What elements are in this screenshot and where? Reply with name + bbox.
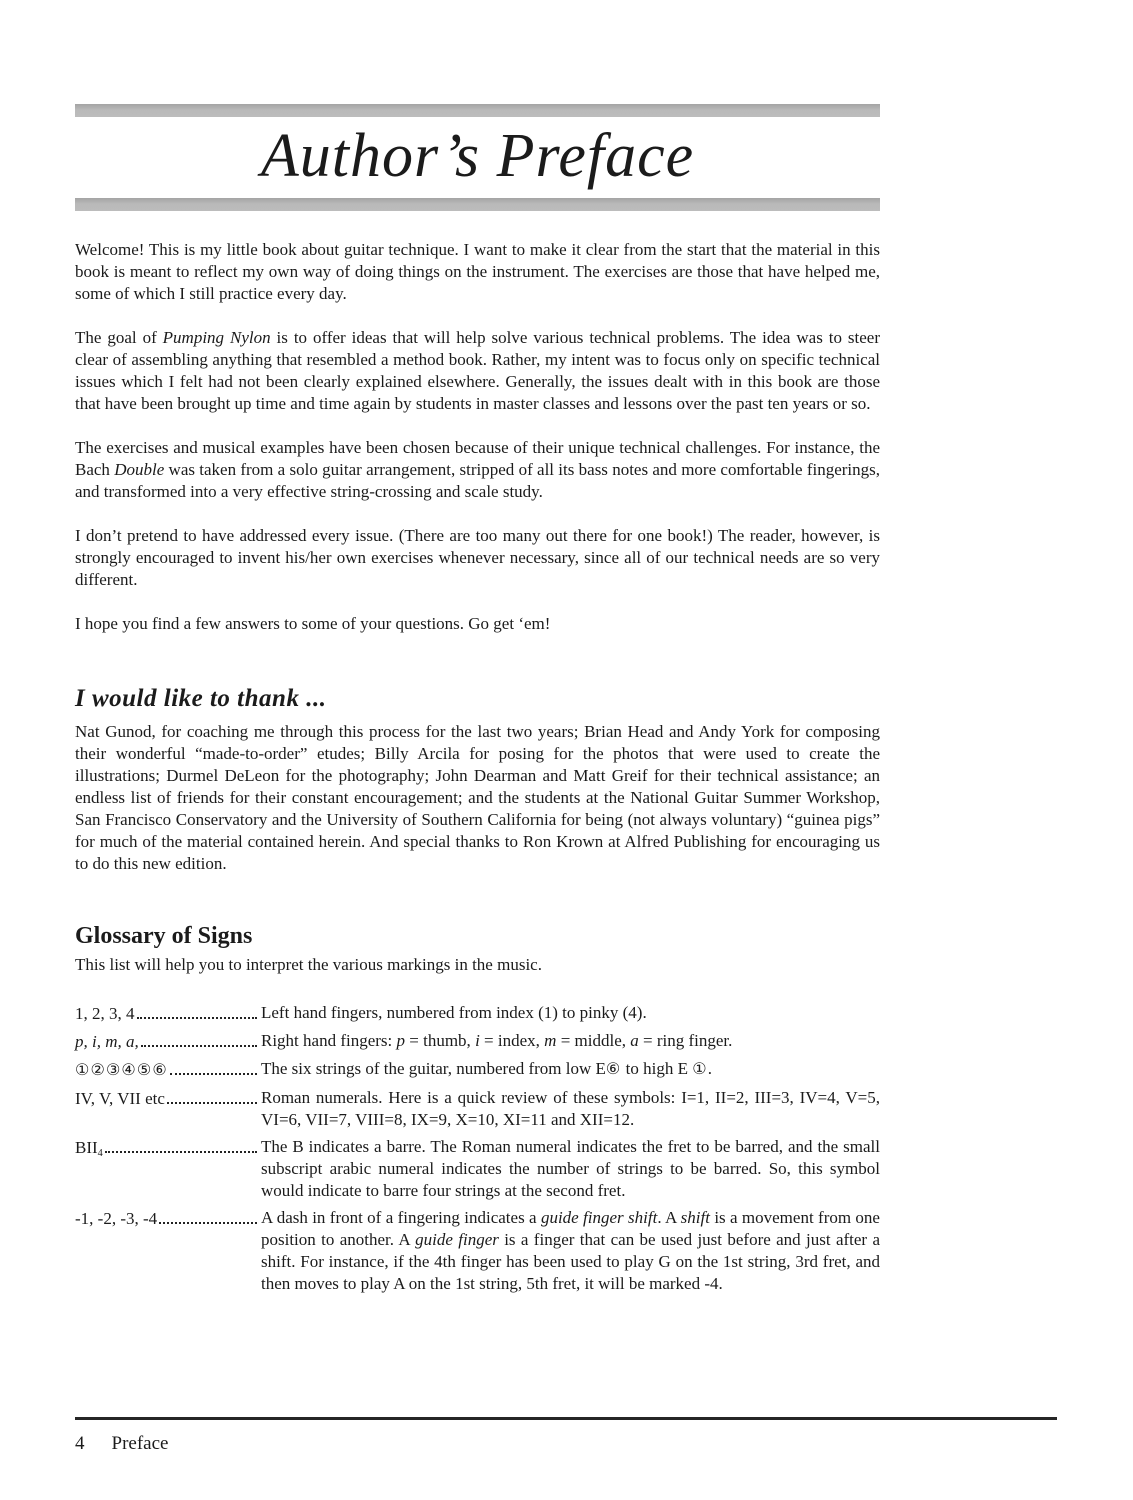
preface-body: [75, 239, 880, 635]
glossary-term: [75, 1136, 261, 1165]
book-page: [75, 0, 880, 1300]
page-footer: [75, 1417, 1057, 1455]
title-banner: [75, 104, 880, 211]
glossary-definition: The six strings of the guitar, numbered from low E⑥ to high E ①.: [261, 1059, 712, 1079]
glossary-definition: A dash in front of a fingering indicates a guide finger shift. A shift is a movement from one position to another. A guide finger is a finger that can be used just before and just after a shift. For instance, if the 4th finger has been used to play G on the 1st string, 3rd fret, and then moves to play A on the 1st string, 5th fret, it will be marked -4.: [261, 1208, 880, 1294]
thanks-heading: I would like to thank ...: [75, 685, 327, 713]
preface-paragraph-5: I hope you find a few answers to some of your questions. Go get ‘em!: [75, 614, 551, 634]
title-rule-top: [75, 104, 880, 117]
glossary-term-label: IV, V, VII etc: [75, 1089, 165, 1109]
glossary-row-guide-finger: [75, 1207, 880, 1295]
glossary-term: [75, 1087, 261, 1110]
glossary-term-label: -1, -2, -3, -4: [75, 1209, 158, 1229]
preface-paragraph-4: I don’t pretend to have addressed every issue. (There are too many out there for one book!) The reader, however, is strongly encouraged to invent his/her own exercises whenever necessary, since all of our technical needs are so very different.: [75, 526, 880, 590]
glossary-list: [75, 1002, 880, 1295]
dotted-leader: [105, 1136, 257, 1153]
glossary-term: [75, 1002, 261, 1025]
dotted-leader: [167, 1087, 257, 1104]
glossary-row-string-numbers: [75, 1058, 880, 1082]
glossary-row-barre: [75, 1136, 880, 1202]
glossary-term: [75, 1058, 261, 1082]
dotted-leader: [159, 1207, 257, 1224]
dotted-leader: [137, 1002, 258, 1019]
thanks-paragraph: Nat Gunod, for coaching me through this process for the last two years; Brian Head and Andy York for composing their wonderful “made-to-order” etudes; Billy Arcila for posing for the photos that were used to create the illustrations; Durmel DeLeon for the photography; John Dearman and Matt Greif for their technical assistance; an endless list of friends for their constant encouragement; and the students at the National Guitar Summer Workshop, San Francisco Conservatory and the University of Southern California for being (not always voluntary) “guinea pigs” for much of the material contained herein. And special thanks to Ron Krown at Alfred Publishing for encouraging us to do this new edition.: [75, 722, 880, 874]
glossary-row-left-hand-fingers: [75, 1002, 880, 1025]
page-title: Author’s Preface: [260, 122, 695, 190]
title-rule-bottom: [75, 198, 880, 211]
glossary-definition: Right hand fingers: p = thumb, i = index, m = middle, a = ring finger.: [261, 1031, 733, 1051]
footer-section-label: Preface: [111, 1433, 169, 1454]
glossary-row-right-hand-fingers: [75, 1030, 880, 1053]
glossary-row-roman-numerals: [75, 1087, 880, 1131]
dotted-leader: [170, 1058, 257, 1075]
preface-paragraph-3: The exercises and musical examples have been chosen because of their unique technical challenges. For instance, the Bach Double was taken from a solo guitar arrangement, stripped of all its bass notes and more comfortable fingerings, and transformed into a very effective string-crossing and scale study.: [75, 438, 880, 502]
glossary-term-label: p, i, m, a,: [75, 1032, 139, 1052]
glossary-term-label: $BII_4$: [75, 1138, 103, 1160]
glossary-definition: Roman numerals. Here is a quick review of these symbols: I=1, II=2, III=3, IV=4, V=5, VI=6, VII=7, VIII=8, IX=9, X=10, XI=11 and XII=12.: [261, 1088, 880, 1130]
glossary-intro: This list will help you to interpret the various markings in the music.: [75, 955, 542, 975]
glossary-term: [75, 1030, 261, 1053]
preface-paragraph-1: Welcome! This is my little book about guitar technique. I want to make it clear from the start that the material in this book is meant to reflect my own way of doing things on the instrument. The exercises are those that have helped me, some of which I still practice every day.: [75, 240, 880, 304]
glossary-term-label: 1, 2, 3, 4: [75, 1004, 135, 1024]
glossary-definition: The B indicates a barre. The Roman numeral indicates the fret to be barred, and the small subscript arabic numeral indicates the number of strings to be barred. So, this symbol would indicate to barre four strings at the second fret.: [261, 1137, 880, 1201]
preface-paragraph-2: The goal of Pumping Nylon is to offer ideas that will help solve various technical problems. The idea was to steer clear of assembling anything that resembled a method book. Rather, my intent was to focus only on specific technical issues which I felt had not been clearly explained elsewhere. Generally, the issues dealt with in this book are those that have been brought up time and time again by students in master classes and lessons over the past ten years or so.: [75, 328, 880, 414]
page-number: 4: [75, 1433, 85, 1454]
glossary-term-label: ①②③④⑤⑥: [75, 1062, 168, 1080]
glossary-definition: Left hand fingers, numbered from index (1) to pinky (4).: [261, 1003, 647, 1023]
glossary-heading: Glossary of Signs: [75, 923, 253, 950]
glossary-term: [75, 1207, 261, 1230]
dotted-leader: [141, 1030, 257, 1047]
